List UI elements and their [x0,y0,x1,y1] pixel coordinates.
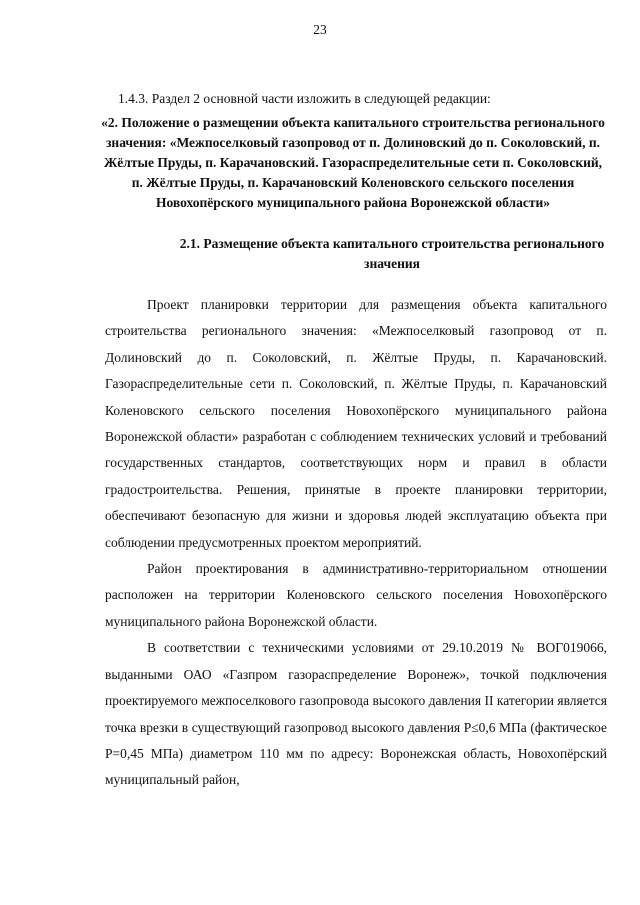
body-text [105,292,607,794]
paragraph-technical-conditions: В соответствии с техническими условиями от 29.10.2019 № ВОГ019066, выданными ОАО «Газпром газораспределение Воронеж», точкой подключения проектируемого межпоселкового газопровода высокого давления II категории является точка врезки в существующий газопровод высокого давления P≤0,6 МПа (фактическое P=0,45 МПа) диаметром 110 мм по адресу: Воронежская область, Новохопёрский муниципальный район, [105,640,607,788]
paragraph-project-area: Район проектирования в административно-территориальном отношении расположен на территории Коленовского сельского поселения Новохопёрского муниципального района Воронежской области. [105,561,607,629]
paragraph-project-description: Проект планировки территории для размещения объекта капитального строительства регионального значения: «Межпоселковый газопровод от п. Долиновский до п. Соколовский, п. Жёлтые Пруды, п. Карачановский. Газораспределительные сети п. Соколовский, п. Жёлтые Пруды, п. Карачановский Коленовского сельского поселения Новохопёрского муниципального района Воронежской области» разработан с соблюдением технических условий и требований государственных стандартов, соответствующих норм и правил в области градостроительства. Решения, принятые в проекте планировки территории, обеспечивают безопасную для жизни и здоровья людей эксплуатацию объекта при соблюдении предусмотренных проектом мероприятий. [105,297,607,550]
subsection-heading: 2.1. Размещение объекта капитального строительства регионального значения [179,236,605,271]
amendment-line: 1.4.3. Раздел 2 основной части изложить в следующей редакции: [118,91,491,106]
section-heading: «2. Положение о размещении объекта капитального строительства регионального значения: «Межпоселковый газопровод от п. Долиновский до п. Соколовский, п. Жёлтые Пруды, п. Карачановский. Газораспределительные сети п. Соколовский, п. Жёлтые Пруды, п. Карачановский Коленовского сельского поселения Новохопёрского муниципального района Воронежской области» [101,115,605,210]
page-number: 23 [313,22,327,37]
